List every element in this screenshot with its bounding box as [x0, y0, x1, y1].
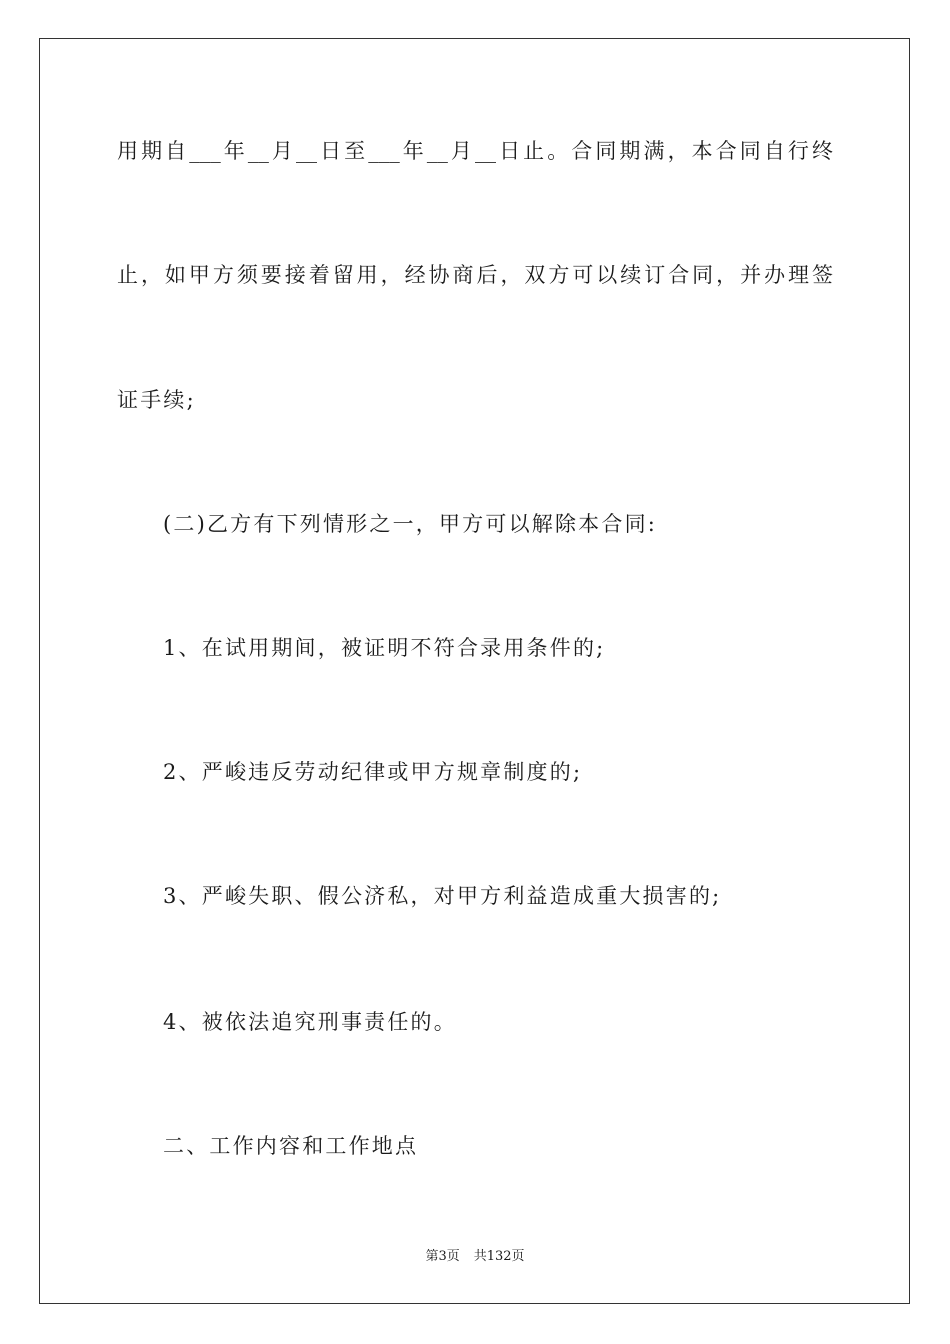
paragraph-line-3: 证手续; — [117, 388, 196, 412]
page-border — [39, 38, 910, 1304]
list-item-4: 4、被依法追究刑事责任的。 — [163, 1010, 457, 1034]
list-item-1: 1、在试用期间，被证明不符合录用条件的; — [163, 636, 606, 660]
list-item-3: 3、严峻失职、假公济私，对甲方利益造成重大损害的; — [163, 884, 722, 908]
paragraph-line-1: 用期自___年__月__日至___年__月__日止。合同期满，本合同自行终 — [117, 139, 833, 163]
list-item-2: 2、严峻违反劳动纪律或甲方规章制度的; — [163, 760, 583, 784]
page-number: 第3页 — [425, 1249, 460, 1264]
section-heading-work-content: 二、工作内容和工作地点 — [163, 1134, 419, 1158]
page-total: 共132页 — [473, 1249, 525, 1264]
page-footer — [0, 1248, 950, 1266]
section-heading-termination: (二)乙方有下列情形之一，甲方可以解除本合同: — [163, 512, 658, 536]
paragraph-line-2: 止，如甲方须要接着留用，经协商后，双方可以续订合同，并办理签 — [117, 263, 833, 287]
